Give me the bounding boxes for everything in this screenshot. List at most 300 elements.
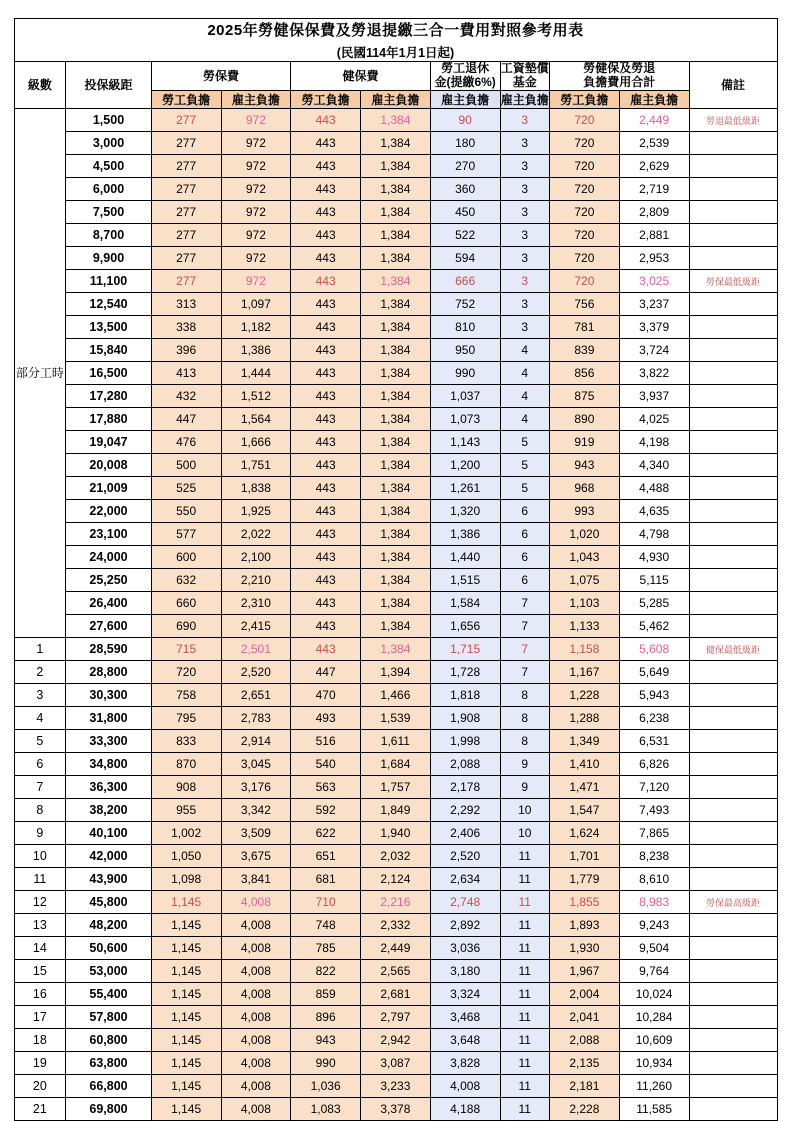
cell-labor-worker: 720 [151, 660, 221, 683]
cell-total-employer: 8,610 [619, 867, 689, 890]
cell-pension-employer: 2,178 [430, 775, 500, 798]
cell-total-employer: 6,826 [619, 752, 689, 775]
cell-total-employer: 3,379 [619, 315, 689, 338]
cell-pension-employer: 594 [430, 246, 500, 269]
cell-health-employer: 1,684 [361, 752, 431, 775]
cell-health-employer: 3,233 [361, 1074, 431, 1097]
cell-health-employer: 1,384 [361, 522, 431, 545]
cell-pension-employer: 4,008 [430, 1074, 500, 1097]
cell-total-employer: 3,724 [619, 338, 689, 361]
cell-total-employer: 6,531 [619, 729, 689, 752]
cell-grade: 55,400 [66, 982, 152, 1005]
table-row [14, 545, 777, 568]
cell-total-worker: 781 [550, 315, 620, 338]
table-row [14, 522, 777, 545]
cell-pension-employer: 270 [430, 154, 500, 177]
cell-total-employer: 11,260 [619, 1074, 689, 1097]
cell-grade: 60,800 [66, 1028, 152, 1051]
cell-fund-employer: 11 [500, 1051, 550, 1074]
cell-note [689, 660, 777, 683]
table-row [14, 614, 777, 637]
cell-fund-employer: 7 [500, 591, 550, 614]
cell-health-employer: 1,384 [361, 246, 431, 269]
cell-pension-employer: 1,584 [430, 591, 500, 614]
cell-total-worker: 720 [550, 131, 620, 154]
table-row [14, 706, 777, 729]
cell-health-worker: 443 [291, 568, 361, 591]
cell-note [689, 591, 777, 614]
cell-labor-worker: 525 [151, 476, 221, 499]
th-health-employer: 雇主負擔 [361, 90, 431, 108]
cell-health-employer: 1,384 [361, 315, 431, 338]
table-row [14, 982, 777, 1005]
cell-total-employer: 9,504 [619, 936, 689, 959]
cell-health-worker: 1,036 [291, 1074, 361, 1097]
cell-grade: 42,000 [66, 844, 152, 867]
cell-total-worker: 1,701 [550, 844, 620, 867]
cell-pension-employer: 90 [430, 108, 500, 131]
cell-fund-employer: 4 [500, 361, 550, 384]
cell-labor-employer: 2,914 [221, 729, 291, 752]
cell-health-employer: 2,942 [361, 1028, 431, 1051]
cell-pension-employer: 950 [430, 338, 500, 361]
cell-health-employer: 1,384 [361, 108, 431, 131]
table-row [14, 361, 777, 384]
cell-labor-worker: 277 [151, 246, 221, 269]
cell-total-worker: 1,471 [550, 775, 620, 798]
table-row [14, 752, 777, 775]
cell-total-worker: 1,547 [550, 798, 620, 821]
cell-total-employer: 2,719 [619, 177, 689, 200]
note-text: 健保最低級距 [705, 644, 760, 655]
cell-level: 15 [14, 959, 66, 982]
cell-total-worker: 1,043 [550, 545, 620, 568]
table-row [14, 384, 777, 407]
cell-grade: 69,800 [66, 1097, 152, 1120]
cell-total-worker: 2,004 [550, 982, 620, 1005]
cell-labor-worker: 1,050 [151, 844, 221, 867]
table-row [14, 959, 777, 982]
cell-pension-employer: 2,292 [430, 798, 500, 821]
cell-pension-employer: 1,320 [430, 499, 500, 522]
cell-grade: 33,300 [66, 729, 152, 752]
cell-labor-worker: 870 [151, 752, 221, 775]
cell-grade: 26,400 [66, 591, 152, 614]
table-row [14, 568, 777, 591]
th-wage-fund-l2: 基金 [512, 74, 537, 89]
table-row [14, 292, 777, 315]
cell-labor-worker: 908 [151, 775, 221, 798]
table-row [14, 246, 777, 269]
cell-note [689, 683, 777, 706]
cell-note [689, 844, 777, 867]
cell-fund-employer: 11 [500, 1005, 550, 1028]
cell-health-employer: 1,384 [361, 154, 431, 177]
cell-labor-employer: 2,310 [221, 591, 291, 614]
cell-labor-worker: 338 [151, 315, 221, 338]
cell-labor-employer: 2,022 [221, 522, 291, 545]
cell-labor-employer: 2,520 [221, 660, 291, 683]
cell-labor-worker: 955 [151, 798, 221, 821]
cell-pension-employer: 1,386 [430, 522, 500, 545]
cell-level: 19 [14, 1051, 66, 1074]
cell-health-worker: 447 [291, 660, 361, 683]
cell-grade: 6,000 [66, 177, 152, 200]
cell-total-employer: 2,809 [619, 200, 689, 223]
cell-pension-employer: 1,200 [430, 453, 500, 476]
cell-pension-employer: 3,468 [430, 1005, 500, 1028]
cell-health-employer: 1,384 [361, 292, 431, 315]
cell-labor-worker: 1,145 [151, 1005, 221, 1028]
cell-health-employer: 1,940 [361, 821, 431, 844]
cell-pension-employer: 180 [430, 131, 500, 154]
cell-health-worker: 470 [291, 683, 361, 706]
doc-title: 2025年勞健保保費及勞退提繳三合一費用對照參考用表 [207, 22, 584, 39]
cell-health-employer: 3,378 [361, 1097, 431, 1120]
note-text: 勞保最低級距 [705, 276, 760, 287]
cell-grade: 4,500 [66, 154, 152, 177]
cell-fund-employer: 11 [500, 959, 550, 982]
premium-comparison-table [14, 18, 778, 1121]
cell-labor-employer: 3,509 [221, 821, 291, 844]
cell-health-employer: 2,332 [361, 913, 431, 936]
cell-health-worker: 443 [291, 200, 361, 223]
cell-health-employer: 1,384 [361, 269, 431, 292]
cell-total-employer: 5,285 [619, 591, 689, 614]
cell-total-employer: 3,025 [619, 269, 689, 292]
cell-fund-employer: 6 [500, 568, 550, 591]
cell-health-worker: 443 [291, 430, 361, 453]
cell-grade: 9,900 [66, 246, 152, 269]
cell-grade: 13,500 [66, 315, 152, 338]
cell-labor-worker: 690 [151, 614, 221, 637]
cell-labor-employer: 4,008 [221, 890, 291, 913]
cell-note [689, 959, 777, 982]
cell-labor-worker: 277 [151, 269, 221, 292]
cell-health-worker: 681 [291, 867, 361, 890]
cell-health-worker: 443 [291, 545, 361, 568]
cell-labor-employer: 972 [221, 108, 291, 131]
cell-health-employer: 1,384 [361, 200, 431, 223]
cell-grade: 19,047 [66, 430, 152, 453]
th-level: 級數 [14, 62, 66, 109]
cell-note [689, 867, 777, 890]
cell-labor-employer: 972 [221, 246, 291, 269]
table-row [14, 1074, 777, 1097]
cell-grade: 1,500 [66, 108, 152, 131]
cell-labor-worker: 1,145 [151, 890, 221, 913]
cell-labor-employer: 4,008 [221, 936, 291, 959]
cell-health-worker: 443 [291, 108, 361, 131]
cell-health-worker: 822 [291, 959, 361, 982]
cell-note [689, 729, 777, 752]
cell-total-worker: 720 [550, 246, 620, 269]
cell-total-worker: 2,135 [550, 1051, 620, 1074]
cell-total-worker: 720 [550, 108, 620, 131]
cell-health-employer: 1,384 [361, 131, 431, 154]
cell-grade: 34,800 [66, 752, 152, 775]
cell-labor-worker: 1,145 [151, 1028, 221, 1051]
cell-level: 17 [14, 1005, 66, 1028]
cell-total-worker: 875 [550, 384, 620, 407]
cell-total-employer: 6,238 [619, 706, 689, 729]
cell-labor-employer: 1,097 [221, 292, 291, 315]
cell-total-employer: 10,609 [619, 1028, 689, 1051]
cell-pension-employer: 1,656 [430, 614, 500, 637]
cell-health-worker: 859 [291, 982, 361, 1005]
th-grade: 投保級距 [66, 62, 152, 109]
th-labor-pension-l1: 勞工退休 [441, 61, 490, 75]
cell-total-employer: 8,238 [619, 844, 689, 867]
cell-total-employer: 2,881 [619, 223, 689, 246]
cell-labor-worker: 396 [151, 338, 221, 361]
cell-labor-employer: 4,008 [221, 982, 291, 1005]
cell-pension-employer: 2,892 [430, 913, 500, 936]
cell-labor-employer: 4,008 [221, 1028, 291, 1051]
cell-total-worker: 968 [550, 476, 620, 499]
cell-labor-employer: 3,675 [221, 844, 291, 867]
cell-health-worker: 443 [291, 614, 361, 637]
cell-labor-worker: 500 [151, 453, 221, 476]
cell-note [689, 545, 777, 568]
cell-total-worker: 720 [550, 200, 620, 223]
title-cell [14, 19, 777, 62]
cell-fund-employer: 11 [500, 1028, 550, 1051]
cell-total-worker: 720 [550, 154, 620, 177]
cell-level: 8 [14, 798, 66, 821]
cell-health-employer: 1,384 [361, 361, 431, 384]
th-total-worker: 勞工負擔 [550, 90, 620, 108]
cell-health-worker: 443 [291, 453, 361, 476]
cell-labor-employer: 1,386 [221, 338, 291, 361]
cell-total-employer: 5,115 [619, 568, 689, 591]
cell-labor-worker: 795 [151, 706, 221, 729]
cell-fund-employer: 4 [500, 338, 550, 361]
th-wage-fund-l1: 工資墊償 [500, 61, 549, 75]
cell-level: 3 [14, 683, 66, 706]
cell-pension-employer: 2,634 [430, 867, 500, 890]
cell-labor-employer: 1,444 [221, 361, 291, 384]
cell-total-employer: 5,649 [619, 660, 689, 683]
cell-health-employer: 1,384 [361, 177, 431, 200]
cell-health-employer: 1,384 [361, 430, 431, 453]
cell-health-worker: 943 [291, 1028, 361, 1051]
cell-fund-employer: 3 [500, 246, 550, 269]
cell-total-worker: 839 [550, 338, 620, 361]
cell-health-worker: 443 [291, 637, 361, 660]
cell-health-employer: 1,394 [361, 660, 431, 683]
cell-total-employer: 9,243 [619, 913, 689, 936]
cell-note [689, 1074, 777, 1097]
table-row [14, 729, 777, 752]
th-total [550, 62, 690, 91]
cell-total-employer: 5,462 [619, 614, 689, 637]
cell-total-employer: 7,865 [619, 821, 689, 844]
cell-labor-worker: 277 [151, 154, 221, 177]
cell-total-employer: 10,024 [619, 982, 689, 1005]
table-row [14, 154, 777, 177]
th-pension-employer: 雇主負擔 [430, 90, 500, 108]
cell-level: 5 [14, 729, 66, 752]
cell-pension-employer: 1,715 [430, 637, 500, 660]
cell-health-worker: 896 [291, 1005, 361, 1028]
cell-pension-employer: 666 [430, 269, 500, 292]
title-row [14, 19, 777, 62]
cell-labor-employer: 1,838 [221, 476, 291, 499]
cell-health-worker: 1,083 [291, 1097, 361, 1120]
cell-fund-employer: 5 [500, 453, 550, 476]
cell-grade: 28,590 [66, 637, 152, 660]
cell-note [689, 752, 777, 775]
cell-grade: 15,840 [66, 338, 152, 361]
cell-total-worker: 856 [550, 361, 620, 384]
cell-total-employer: 10,934 [619, 1051, 689, 1074]
cell-fund-employer: 5 [500, 476, 550, 499]
th-labor-pension-l2: 金(提繳6%) [434, 74, 496, 89]
cell-note [689, 913, 777, 936]
cell-labor-employer: 2,100 [221, 545, 291, 568]
cell-health-employer: 2,216 [361, 890, 431, 913]
cell-labor-worker: 1,145 [151, 959, 221, 982]
cell-labor-worker: 1,145 [151, 1051, 221, 1074]
table-row [14, 1051, 777, 1074]
table-row [14, 476, 777, 499]
cell-labor-employer: 3,342 [221, 798, 291, 821]
cell-total-worker: 1,075 [550, 568, 620, 591]
cell-health-employer: 2,124 [361, 867, 431, 890]
cell-note [689, 361, 777, 384]
cell-labor-employer: 1,182 [221, 315, 291, 338]
cell-note [689, 890, 777, 913]
cell-grade: 11,100 [66, 269, 152, 292]
cell-level: 9 [14, 821, 66, 844]
cell-labor-employer: 1,751 [221, 453, 291, 476]
cell-total-worker: 720 [550, 177, 620, 200]
cell-total-employer: 2,539 [619, 131, 689, 154]
cell-total-worker: 720 [550, 269, 620, 292]
cell-level: 21 [14, 1097, 66, 1120]
cell-labor-worker: 413 [151, 361, 221, 384]
cell-labor-worker: 313 [151, 292, 221, 315]
cell-total-worker: 2,228 [550, 1097, 620, 1120]
cell-labor-worker: 632 [151, 568, 221, 591]
cell-total-worker: 1,855 [550, 890, 620, 913]
cell-total-employer: 2,953 [619, 246, 689, 269]
cell-total-worker: 1,349 [550, 729, 620, 752]
th-labor-worker: 勞工負擔 [151, 90, 221, 108]
cell-health-employer: 1,757 [361, 775, 431, 798]
cell-labor-worker: 277 [151, 131, 221, 154]
cell-labor-employer: 972 [221, 177, 291, 200]
cell-fund-employer: 7 [500, 660, 550, 683]
cell-fund-employer: 7 [500, 614, 550, 637]
cell-total-worker: 1,967 [550, 959, 620, 982]
cell-pension-employer: 3,828 [430, 1051, 500, 1074]
cell-total-worker: 890 [550, 407, 620, 430]
table-row [14, 177, 777, 200]
th-labor-pension [430, 62, 500, 91]
cell-note [689, 1028, 777, 1051]
cell-total-employer: 7,493 [619, 798, 689, 821]
cell-health-worker: 443 [291, 246, 361, 269]
cell-labor-worker: 1,145 [151, 982, 221, 1005]
table-body [14, 108, 777, 1120]
table-row [14, 1005, 777, 1028]
cell-grade: 53,000 [66, 959, 152, 982]
cell-pension-employer: 2,520 [430, 844, 500, 867]
cell-labor-worker: 833 [151, 729, 221, 752]
cell-health-worker: 493 [291, 706, 361, 729]
cell-health-worker: 443 [291, 292, 361, 315]
cell-fund-employer: 3 [500, 154, 550, 177]
cell-pension-employer: 1,818 [430, 683, 500, 706]
cell-health-employer: 1,466 [361, 683, 431, 706]
cell-health-employer: 1,611 [361, 729, 431, 752]
cell-labor-employer: 1,564 [221, 407, 291, 430]
cell-grade: 31,800 [66, 706, 152, 729]
table-row [14, 798, 777, 821]
cell-total-worker: 993 [550, 499, 620, 522]
cell-total-employer: 4,635 [619, 499, 689, 522]
cell-pension-employer: 3,324 [430, 982, 500, 1005]
table-row [14, 223, 777, 246]
cell-total-worker: 1,930 [550, 936, 620, 959]
cell-labor-worker: 1,098 [151, 867, 221, 890]
cell-health-employer: 2,032 [361, 844, 431, 867]
cell-health-worker: 443 [291, 591, 361, 614]
cell-pension-employer: 522 [430, 223, 500, 246]
table-row [14, 775, 777, 798]
cell-level: 14 [14, 936, 66, 959]
cell-fund-employer: 3 [500, 223, 550, 246]
cell-note [689, 1005, 777, 1028]
table-row [14, 660, 777, 683]
cell-total-employer: 3,237 [619, 292, 689, 315]
cell-fund-employer: 3 [500, 200, 550, 223]
table-row [14, 637, 777, 660]
th-total-l1: 勞健保及勞退 [583, 61, 656, 75]
cell-labor-worker: 600 [151, 545, 221, 568]
cell-fund-employer: 8 [500, 683, 550, 706]
cell-fund-employer: 3 [500, 131, 550, 154]
cell-fund-employer: 3 [500, 269, 550, 292]
th-health-ins: 健保費 [291, 62, 431, 91]
th-fund-employer: 雇主負擔 [500, 90, 550, 108]
cell-note [689, 200, 777, 223]
cell-total-employer: 4,340 [619, 453, 689, 476]
cell-pension-employer: 1,143 [430, 430, 500, 453]
cell-total-employer: 11,585 [619, 1097, 689, 1120]
cell-total-worker: 2,041 [550, 1005, 620, 1028]
cell-labor-employer: 3,841 [221, 867, 291, 890]
cell-health-worker: 443 [291, 223, 361, 246]
cell-note [689, 154, 777, 177]
cell-total-employer: 9,764 [619, 959, 689, 982]
cell-labor-employer: 2,210 [221, 568, 291, 591]
cell-total-worker: 720 [550, 223, 620, 246]
cell-labor-worker: 1,145 [151, 913, 221, 936]
cell-grade: 23,100 [66, 522, 152, 545]
cell-labor-employer: 1,666 [221, 430, 291, 453]
cell-health-employer: 1,384 [361, 591, 431, 614]
cell-fund-employer: 6 [500, 545, 550, 568]
cell-fund-employer: 3 [500, 292, 550, 315]
cell-level: 16 [14, 982, 66, 1005]
cell-health-worker: 443 [291, 269, 361, 292]
cell-pension-employer: 360 [430, 177, 500, 200]
cell-grade: 30,300 [66, 683, 152, 706]
cell-fund-employer: 4 [500, 384, 550, 407]
